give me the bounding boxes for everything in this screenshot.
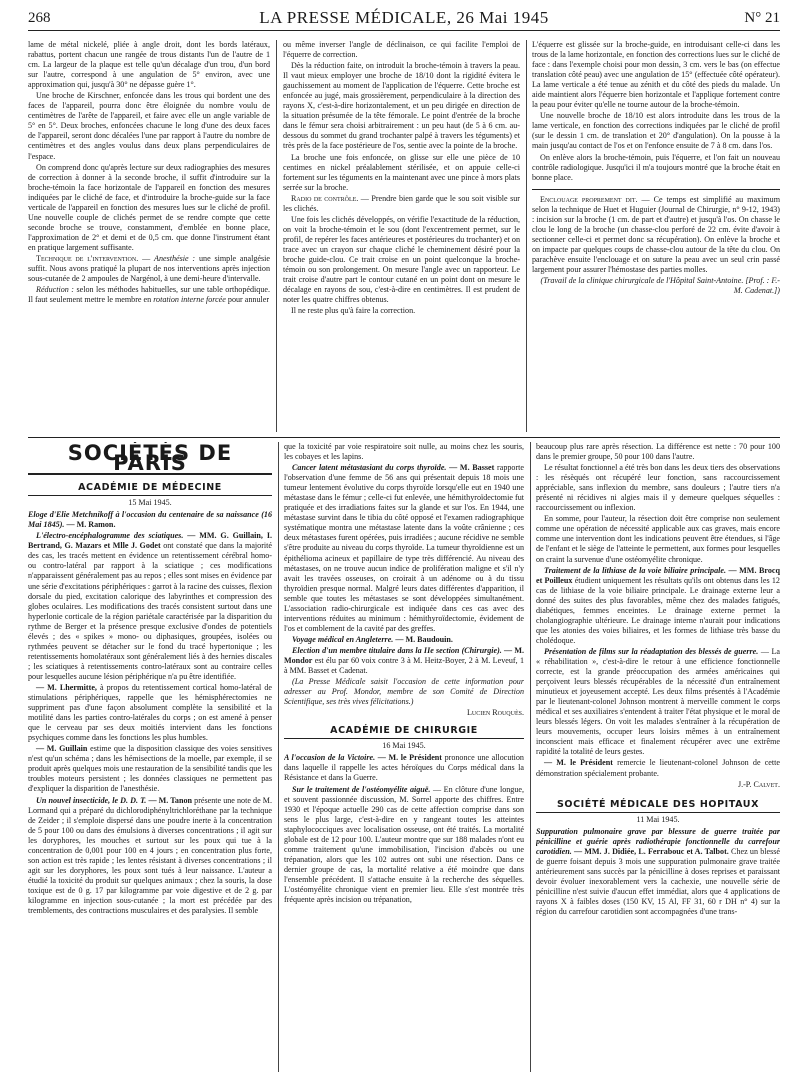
column-divider bbox=[530, 442, 531, 1072]
column-divider bbox=[278, 442, 279, 1072]
item-text: présente une note de M. Lormand qui a préparé du dichlorodiphényltrichloréthane par la technique de Zeider ; il s'emploie dispersé dans une poudre inerte à la concentration de 5 pour 100 ou dans des émulsions à diverses concentrations ; il agit sur les doryphores, les mouches et surtout sur les poux qui tue à la concentration de 0,001 pour 100 en 4 jours ; en concentration plus forte, son action est très rapide ; les lentes résistant à diverses concentrations ; il agit sur les doryphores, les poux sont tués à leur naissance. L'auteur a étudié la toxicité du produit sur quelques animaux ; chez la souris, la dose toxique est de 0 g. 17 par kilogramme par voie digestive et de 2 g. par kilogramme en injection sous-cutanée ; la mort est précédée par des tremblements, des contractions musculaires et des paralysies. Il semble bbox=[28, 795, 272, 916]
item-title: Eloge d'Elie Metchnikoff à l'occasion du centenaire de sa naissance (16 Mai 1845). bbox=[28, 510, 272, 530]
paragraph: Dès la réduction faite, on introduit la broche-témoin à travers la peau. Il vaut mieux employer une broche de 18/10 dont la rigidité évitera le gauchissement au moment de l'application de l'équerre. Cette broche est enfoncée au jugé, mais grossièrement, perpendiculaire à la direction des rayons X, c'est-à-dire horizontalement, et un peu dirigée en direction de la situation présumée de la tête fémorale. Le point d'entrée de la broche dans le fémur sera choisi arbitrairement : un peu haut (de 5 à 6 cm. au-dessous du sommet du grand trochanter palpé à travers les téguments) et très près de la face postérieure de l'os, sentie avec la pointe de la broche. bbox=[283, 61, 520, 151]
item-text: ont constaté que dans la majorité des cas, les tracés mettent en évidence un retentissement cérébral homo- ou contro-latéral par rapport à la sciatique ; ces modifications n'apparaissent généralement pas au repos ; elles sont mises en évidence par une série d'excitations périphériques : garrot à la racine des cuisses, flexion dorsale du pied, excitation calorique des labyrinthes et compression des globes oculaires. Les modifications des tracés consistent surtout dans une hyperlonie corticale de la région pariétale caractérisée par la disparition du rythme de Berger et la présence presque exclusive d'ondes de potentiels élevés ; des « spikes » mono- ou diphasiques, groupées, isolées ou rythmées peuvent se détacher sur le fond du tracé hypertonique ; les retentissements homolatéraux sont généralement liés à des hernies discales ; les sciatiques à retentissements contro-latéraux sont au contraire celles pour lesquelles aucune lésion périphérique n'a pu être identifiée. bbox=[28, 541, 272, 681]
paragraph-text: selon les méthodes habituelles, sur une table orthopédique. Il faut seulement mettre le membre en bbox=[28, 285, 270, 305]
list-item bbox=[28, 531, 272, 682]
item-author: — MM. J. Didiée, L. Ferrabouc et A. Talbot. bbox=[573, 846, 729, 856]
item-text: est élu par 60 voix contre 3 à M. Heitz-Boyer, 2 à M. Leveuf, 1 à MM. Basset et Cadenat. bbox=[284, 655, 524, 676]
item-title: Sur le traitement de l'ostéomyélite aiguë. bbox=[292, 784, 431, 794]
subsection-label: Anesthésie : bbox=[154, 253, 196, 263]
paragraph: Technique de l'intervention. — Anesthésie : une simple analgésie suffit. Nous avons pratiqué la plupart de nos interventions après injection sous-cutanée de 2 ampoules de Nargénol, à une demi-heure d'intervalle. bbox=[28, 253, 270, 284]
section-title: ACADÉMIE DE MÉDECINE bbox=[28, 483, 272, 496]
issue-number: N° 21 bbox=[744, 10, 780, 26]
list-item bbox=[536, 647, 780, 758]
item-author: — M. Mondor bbox=[284, 645, 524, 665]
paragraph: Une broche de Kirschner, enfoncée dans les trous qui bordent une des faces de l'appareil, pourra donc être éloignée du nombre voulu de centimètres de l'arête de l'appareil, et faire avec elle un angle variable de 5° en 5°. Deux broches, enfoncées chacune le long d'une des deux faces de l'appareil, seront donc décalées l'une par rapport à l'autre du nombre de centimètres et des angles voulus dans deux plans perpendiculaires de l'espace. bbox=[28, 91, 270, 161]
section-date: 16 Mai 1945. bbox=[382, 741, 426, 751]
item-author: — M. Basset bbox=[449, 463, 495, 473]
article-column-3 bbox=[532, 40, 780, 432]
section-label: Radio de contrôle. bbox=[291, 193, 359, 203]
item-text: étudient uniquement les résultats qu'ils ont obtenus dans les 12 cas de lithiase de la voie biliaire principale. Le drainage externe leur a donné des suites des plus favorables, même chez des malades fatigués, diabétiques, femmes enceintes. Le drainage externe permet la cholangiographie ultérieure. Le drainage interne n'aurait pour indications que les atonies des voies biliaires, et les formes de lithiase très basse du cholédoque. bbox=[536, 575, 780, 645]
item-author: — M. Tanon bbox=[148, 795, 193, 805]
page-number: 268 bbox=[28, 10, 51, 26]
note-signature: Lucien Rouquès. bbox=[466, 708, 524, 718]
item-text: rapporte l'observation d'une femme de 56 ans qui présentait depuis 18 mois une tumeur lentement évolutive du corps thyroïde lorsqu'elle eut en 1940 une métastase dans le fémur ; celle-ci fut enlevée, une hémithyroïdectomie fut pratiquée et des irradiations faites sur la glande et sur l'os. En 1944, une métastase survint dans le tibia du côté opposé et l'examen radiographique systématique montra une métastase latente dans la voûte crânienne ; ces deux métastases furent opérées, puis irradiées ; aucune récidive ne semble s'être produite au niveau du corps thyroïde. La tumeur thyroïdienne est un épithélioma acineux et papillaire de type très différencié. Au niveau des métastases, on ne trouve aucun indice de prolifération maligne et s'il n'y avait les travées osseuses, on croirait à un adénome ou à du tissu thyroïdien presque normal. Malgré leurs dates différentes d'apparition, il semble que toutes les métastases se sont développées simultanément. L'association radio-chirurgicale est indiquée dans ces cas avec des interventions réduites au minimum : hémithyroïdectomie, évidement de l'os et comblement de la cavité par des greffes. bbox=[284, 463, 524, 633]
item-text: remercie le lieutenant-colonel Johnson de cette démonstration spécialement probante. bbox=[536, 758, 780, 778]
paragraph: En somme, pour l'auteur, la résection doit être comprise non seulement comme une opération de nécessité applicable aux cas graves, mais encore comme une intervention dont les indications peuvent être étendues, si l'âge de l'enfant et le siège de l'atteinte le permettent, aux formes pour lesquelles on craint la survenue d'une ostéomyélite chronique. bbox=[536, 514, 780, 564]
list-item bbox=[536, 827, 780, 917]
list-item bbox=[28, 744, 272, 794]
list-item bbox=[536, 566, 780, 646]
editorial-note: (La Presse Médicale saisit l'occasion de cette information pour adresser au Prof. Mondor, membre de son Comité de Direction Scientifique, ses très vives félicitations.) bbox=[284, 677, 524, 707]
item-title: Suppuration pulmonaire grave par blessure de guerre traitée par pénicilline et guérie après radiothérapie fonctionnelle du carrefour carotidien. bbox=[536, 826, 780, 856]
item-author: — MM. G. Guillain, I. Bertrand, G. Mazars et Mlle J. Godet bbox=[28, 531, 272, 551]
paragraph-text: — Prendre bien garde que le sou soit visible sur les clichés. bbox=[283, 193, 520, 213]
list-item bbox=[284, 463, 524, 634]
paragraph: beaucoup plus rare après résection. La différence est nette : 70 pour 100 dans le premier groupe, 50 pour 100 dans l'autre. bbox=[536, 442, 780, 462]
item-text: prononce une allocution dans laquelle il rappelle les actes héroïques du Corps médical dans la Résistance et dans la Guerre. bbox=[284, 753, 524, 783]
paragraph-text: — Ce temps est simplifié au maximum selon la technique de Huet et Huguier (Journal de Chirurgie, n° 9-12, 1943) : incision sur la broche (1 cm. de part et d'autre) et jusqu'à l'os. On chasse le clou le long de la broche (un chasse-clou perforé de 22 cm. évite d'avoir à sectionner celle-ci et permet donc sa récupération). On enlève la broche et on impacte par quelques coups de chasse-clou autour de la tête du clou. On parachève ensuite l'enclouage et on suture la peau avec un seul crin passé largement pour assurer l'hémostase des parties molles. bbox=[532, 194, 780, 274]
report-signature: J.-P. Calvet. bbox=[737, 779, 780, 789]
item-author: — M. le Président bbox=[544, 758, 613, 768]
societes-column-3 bbox=[536, 442, 780, 1072]
item-title: Voyage médical en Angleterre. bbox=[292, 634, 394, 644]
paragraph: La broche une fois enfoncée, on glisse sur elle une pièce de 10 centimes en nickel préalablement stérilisée, et on appuie celle-ci fortement sur les téguments en la maintenant avec une pince à mors plats serrée sur la broche. bbox=[283, 152, 520, 192]
article-column-2 bbox=[283, 40, 520, 432]
paragraph bbox=[28, 285, 270, 305]
list-item bbox=[28, 796, 272, 917]
item-author: — M. le Président bbox=[377, 753, 442, 763]
item-title: Traitement de la lithiase de la voie biliaire principale. bbox=[544, 565, 727, 575]
paragraph: Le résultat fonctionnel a été très bon dans les deux tiers des observations : les résèqués ont récupéré leur fonction, sans raccourcissement appréciable, sans inflexion du membre, sans douleurs ; l'autre tiers n'a présenté ni récidives ni algies mais il y demeure quelques séquelles : raccourcissement ou inflexion. bbox=[536, 463, 780, 513]
item-text: estime que la disposition classique des voies sensitives n'est qu'un schéma ; dans les hémisections de la moelle, par exemple, il se produit après quelques mois une restauration de la sensibilité tandis que les troubles moteurs persistent ; les données classiques ne permettent pas d'expliquer la disparition de l'anesthésie. bbox=[28, 744, 272, 794]
societes-column-2 bbox=[284, 442, 524, 1072]
list-item: que la toxicité par voie respiratoire soit nulle, au moins chez les souris, les cobayes et les lapins. bbox=[284, 442, 524, 462]
paragraph-text: une simple analgésie suffit. Nous avons pratiqué la plupart de nos interventions après injection sous-cutanée de 2 ampoules de Nargénol, à une demi-heure d'intervalle. bbox=[28, 253, 270, 284]
item-text: à propos du retentissement cortical homo-latéral de stimulations périphériques, rappelle que les hémisphérectomies ne suppriment pas d'une façon absolument complète la sensibilité et la motilité dans les parties contro-latérales du corps ; on est amené à penser que le cerveau par ses deux moitiés intervient dans les fonctions psychiques comme dans les fonctions les plus humbles. bbox=[28, 682, 272, 743]
paragraph: On comprend donc qu'après lecture sur deux radiographies des mesures de correction à donner à la seconde broche, il suffit d'introduire sur la broche-témoin la face horizontale de l'appareil en fonction des mesures indiquées par le cliché de face, et d'introduire la broche-guide sur la face verticale de l'appareil en fonction des mesures lues sur le cliché de profil. Une nouvelle couple de clichés permet de se rendre compte que cette seconde broche se trouve, constamment, d'emblée en bonne place, l'approximation de 2° et demi et de 0,5 cm. que donne l'instrument étant en pratique largement suffisante. bbox=[28, 162, 270, 252]
section-label: Enclouage proprement dit. bbox=[540, 194, 638, 204]
section-title: SOCIÉTÉ MÉDICALE DES HOPITAUX bbox=[536, 800, 780, 813]
subsection-label: Réduction : bbox=[36, 285, 74, 295]
list-item bbox=[284, 785, 524, 906]
paragraph: Une nouvelle broche de 18/10 est alors introduite dans les trous de la lame verticale, en fonction des corrections indiquées par le cliché de profil (sur le dessin 1 cm. de translation et 20° d'angulation). On la pousse à la main jusqu'au contact de l'os et on l'enfonce ensuite de 7 à 8 cm. dans l'os. bbox=[532, 111, 780, 151]
article-column-1 bbox=[28, 40, 270, 432]
column-divider bbox=[276, 40, 277, 432]
item-text: clôture d'une longue, et souvent passionnée discussion, M. Sorrel apporte des chiffres. Entre 1930 et l'époque actuelle 290 cas de cette affection comprise dans son sens le plus large, c'est-à-dire en y rangeant toutes les atteintes staphylococciques avec localisation osseuse, ont été traités. La mortalité globale est de 12 pour 100. L'auteur montre que sur 188 malades n'ont eu comme traitement qu'une immobilisation, l'incision d'abcès ou une trépanation, alors que les 102 autres ont subi une résection. Dans ce dernier groupe de cas, la mortalité relative a été moindre que dans l'ensemble précédent. Il s'attache ensuite à la recherche des séquelles. L'ostéomyélite chronique vient en premier lieu. Elle s'est montrée très fréquente après incision ou trépanation, bbox=[284, 784, 524, 905]
item-title: Cancer latent métastasiant du corps thyroïde. bbox=[292, 463, 447, 473]
section-divider bbox=[28, 437, 780, 438]
item-text: — La « réhabilitation », c'est-à-dire le retour à une efficience fonctionnelle correcte, est la grande préoccupation des armées américaines qui perçoivent leurs blessés récupérables de la nécessité d'un entraînement minutieux et joyeusement accepté. Les deux films présentés à l'Académie par le lieutenant-colonel Johnson montrent à merveille comment le corps médical et ses auxiliaires s'entendent à traiter l'état physique et le moral de leurs blessés légers. On voit les malades s'entraîner à la récupération de leurs mouvements, occuper leurs loisirs mêmes à un entraînement inconscient mais efficace et finalement récupérer avec une extrême rapidité la totalité de leurs gestes. bbox=[536, 646, 780, 757]
column-divider bbox=[526, 40, 527, 432]
paragraph: L'équerre est glissée sur la broche-guide, en introduisant celle-ci dans les trous de la lame horizontale, en fonction des corrections lues sur le cliché de face : dans l'exemple choisi pour mon dessin, 3 cm. vers le bas (on effectue translation côté peau) avec une angulation de 15° (effectuée côté opérateur). La lame verticale a été tenue au zénith et du côté des pieds du malade. Un aide maintient alors l'équerre bien horizontale et l'applique fortement contre la peau pour éviter qu'elle ne tourne autour de la broche-témoin. bbox=[532, 40, 780, 110]
item-author: — M. Guillain bbox=[36, 744, 88, 754]
paragraph: ou même inverser l'angle de déclinaison, ce qui facilite l'emploi de l'équerre de correction. bbox=[283, 40, 520, 60]
divider bbox=[532, 189, 780, 190]
paragraph bbox=[283, 194, 520, 214]
section-date: 11 Mai 1945. bbox=[636, 814, 680, 824]
section-banner: SOCIÉTÉS DE PARIS bbox=[28, 448, 272, 475]
section-title: ACADÉMIE DE CHIRURGIE bbox=[284, 726, 524, 739]
list-item bbox=[536, 758, 780, 778]
item-author: — M. Ramon. bbox=[66, 520, 116, 530]
paragraph: Il ne reste plus qu'à faire la correction. bbox=[291, 306, 416, 316]
paragraph bbox=[532, 195, 780, 275]
paragraph: lame de métal nickelé, pliée à angle droit, dont les bords latéraux, rabattus, portent chacun une rangée de trous distants l'un de l'autre de 1 cm. La largeur de la plaque est telle qu'un décalage d'un trou, d'un bord sur l'autre, correspond à une angulation de 5° environ, avec une approximation qui, jusqu'à 30° ne dépasse guère 1°. bbox=[28, 40, 270, 90]
section-label: Technique de l'intervention. bbox=[36, 253, 139, 263]
list-item bbox=[284, 753, 524, 783]
item-title: L'électro-encéphalogramme des sciatiques. bbox=[36, 531, 184, 541]
page-header bbox=[28, 8, 780, 31]
section-date: 15 Mai 1945. bbox=[128, 498, 172, 508]
item-author: — MM. Brocq et Poilleux bbox=[536, 565, 780, 585]
societes-column-1 bbox=[28, 442, 272, 1072]
item-title: A l'occasion de la Victoire. bbox=[284, 753, 376, 763]
list-item bbox=[284, 646, 524, 676]
list-item bbox=[284, 635, 524, 645]
item-title: Présentation de films sur la réadaptation des blessés de guerre. bbox=[544, 646, 759, 656]
item-text: Chez un blessé de guerre foisant depuis 3 mois une suppuration pulmonaire grave traitée antérieurement sans succès par la pénicilline à doses reprises et paraissant devoir évoluer inexorablement vers la cachexie, une nouvelle série de pénicilline n'est suivie d'aucun effet immédiat, alors que 4 applications de rayons X à faibles doses (150 KV, 15 Al, FF 31, 60 r DH n° 4) sur la région du carrefour carotidien sont accompagnées d'une trans- bbox=[536, 846, 780, 917]
item-title: Un nouvel insecticide, le D. D. T. bbox=[36, 795, 147, 805]
journal-title: LA PRESSE MÉDICALE, 26 Mai 1945 bbox=[259, 8, 549, 27]
item-author: — M. Lhermitte, bbox=[36, 682, 97, 692]
paragraph-text: pour annuler bbox=[227, 295, 270, 305]
item-title: Election d'un membre titulaire dans la IIe section (Chirurgie). bbox=[292, 645, 502, 655]
article-signature: (Travail de la clinique chirurgicale de l'Hôpital Saint-Antoine. [Prof. : F.-M. Cadenat.]) bbox=[540, 276, 780, 296]
paragraph: Une fois les clichés développés, on vérifie l'exactitude de la réduction, on voit la broche-témoin et le sou (dont l'excentrement permet, sur le profil, de repérer les faces antérieures et postérieures du trochanter) et on trace avec un crayon sur chaque cliché le cheminement désiré pour la broche guide-clou. Ce trait croise en un point quelconque la broche-témoin ou son prolongement. On mesure l'angle avec un rapporteur. Le trait croise d'autre part le contour cutané en un point dont on mesure le décalage en rayons de sou, c'est-à-dire en centimètres. Il est prudent de noter les quatre chiffres obtenus. bbox=[283, 214, 520, 305]
list-item bbox=[28, 683, 272, 743]
emphasis: rotation interne forcée bbox=[153, 295, 226, 305]
paragraph: On enlève alors la broche-témoin, puis l'équerre, et l'on fait un nouveau contrôle radiologique. Jusqu'ici il m'a toujours montré que la broche était en bonne place. bbox=[532, 152, 780, 182]
item-author: — M. Baudouin. bbox=[395, 634, 453, 644]
list-item bbox=[28, 510, 272, 530]
item-author: — En bbox=[432, 784, 453, 794]
